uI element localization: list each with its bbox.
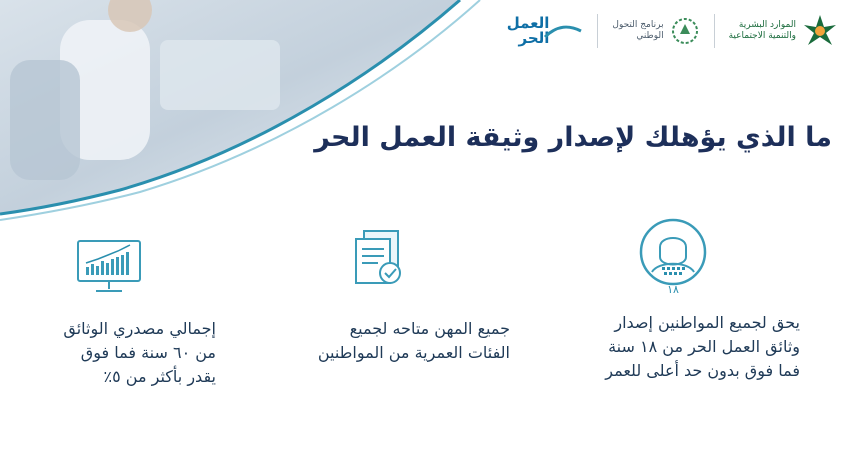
freelance-logo-line-1: العمل (506, 14, 550, 32)
ntp-name-line-2: الوطني (636, 31, 664, 41)
documents-check-icon (350, 227, 408, 289)
feature-line: يحق لجميع المواطنين إصدار (614, 313, 800, 332)
svg-text:١٨: ١٨ (667, 283, 679, 296)
feature-line: جميع المهن متاحه لجميع (349, 319, 510, 338)
feature-senior-share (0, 215, 230, 415)
hrsd-name-line-1: الموارد البشرية (738, 20, 796, 30)
feature-line: الفئات العمرية من المواطنين (317, 343, 510, 362)
monitor-chart-icon (74, 237, 144, 295)
feature-line: يقدر بأكثر من ٥٪ (103, 367, 216, 386)
feature-all-professions (250, 215, 520, 415)
logo-divider (597, 14, 598, 48)
freelance-logo (507, 16, 584, 46)
ntp-logo (612, 16, 699, 46)
partner-logos (507, 8, 838, 54)
feature-line: فما فوق بدون حد أعلى للعمر (605, 361, 800, 380)
feature-line: إجمالي مصدري الوثائق (63, 319, 216, 338)
hrsd-name-line-2: والتنمية الاجتماعية (728, 31, 796, 41)
freelance-logo-line-2: الحر (518, 29, 550, 47)
ntp-name-line-1: برنامج التحول (612, 20, 664, 30)
hrsd-emblem-icon (802, 13, 838, 49)
feature-line: وثائق العمل الحر من ١٨ سنة (608, 337, 800, 356)
feature-age-eligibility (540, 215, 840, 415)
ntp-emblem-icon (670, 16, 700, 46)
hrsd-logo (729, 13, 838, 49)
page-heading: ما الذي يؤهلك لإصدار وثيقة العمل الحر (314, 122, 832, 153)
logo-divider (714, 14, 715, 48)
feature-line: من ٦٠ سنة فما فوق (80, 343, 216, 362)
freelance-swoosh-icon (543, 21, 583, 41)
citizen-18-icon (638, 217, 708, 297)
